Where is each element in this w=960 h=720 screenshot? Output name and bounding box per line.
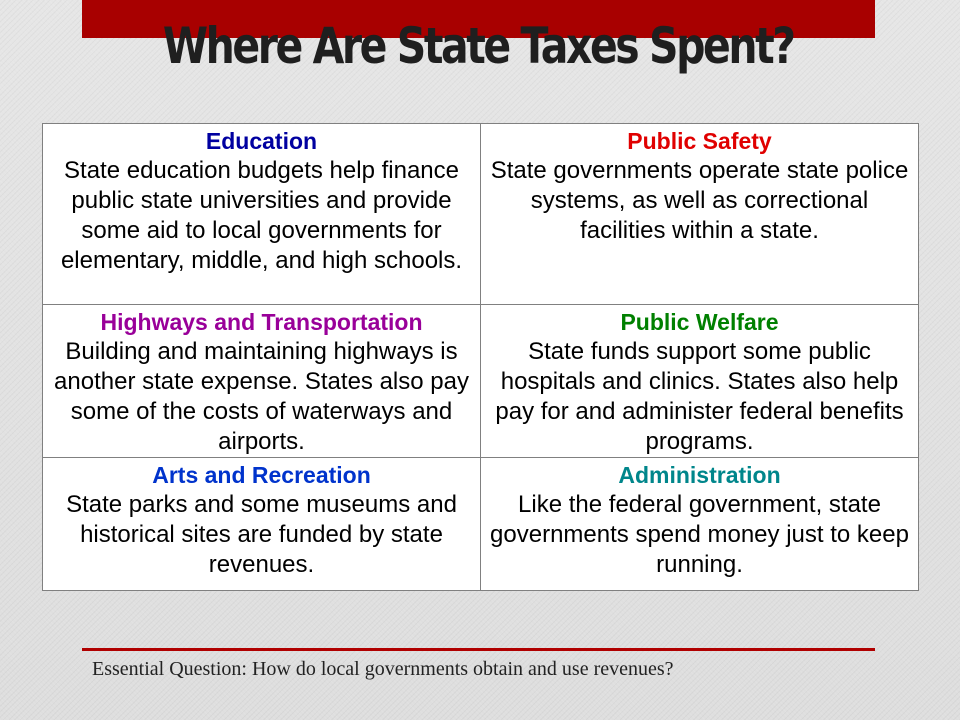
administration-heading: Administration	[618, 462, 781, 488]
arts-heading: Arts and Recreation	[152, 462, 371, 488]
highways-description: Building and maintaining highways is another state expense. States also pay some of the costs of waterways and airports.	[54, 338, 469, 455]
administration-cell	[481, 458, 919, 591]
essential-question: Essential Question: How do local governments obtain and use revenues?	[92, 658, 674, 680]
table-row	[43, 458, 919, 591]
table-row	[43, 124, 919, 305]
slide-title: Where Are State Taxes Spent?	[162, 17, 794, 75]
highways-heading: Highways and Transportation	[100, 309, 423, 335]
administration-description: Like the federal government, state governments spend money just to keep running.	[490, 491, 909, 578]
public-welfare-heading: Public Welfare	[620, 309, 779, 335]
public-safety-description: State governments operate state police systems, as well as correctional facilities within a state.	[490, 157, 909, 244]
education-cell	[43, 124, 481, 305]
highways-cell	[43, 305, 481, 458]
table-row	[43, 305, 919, 458]
spending-table	[42, 123, 919, 591]
arts-description: State parks and some museums and historical sites are funded by state revenues.	[66, 491, 457, 578]
footer-divider	[82, 648, 875, 651]
arts-cell	[43, 458, 481, 591]
public-safety-heading: Public Safety	[627, 128, 772, 154]
public-welfare-description: State funds support some public hospitals and clinics. States also help pay for and administer federal benefits programs.	[495, 338, 904, 455]
public-welfare-cell	[481, 305, 919, 458]
education-description: State education budgets help finance public state universities and provide some aid to local governments for elementary, middle, and high schools.	[60, 157, 463, 274]
education-heading: Education	[205, 128, 318, 154]
public-safety-cell	[481, 124, 919, 305]
